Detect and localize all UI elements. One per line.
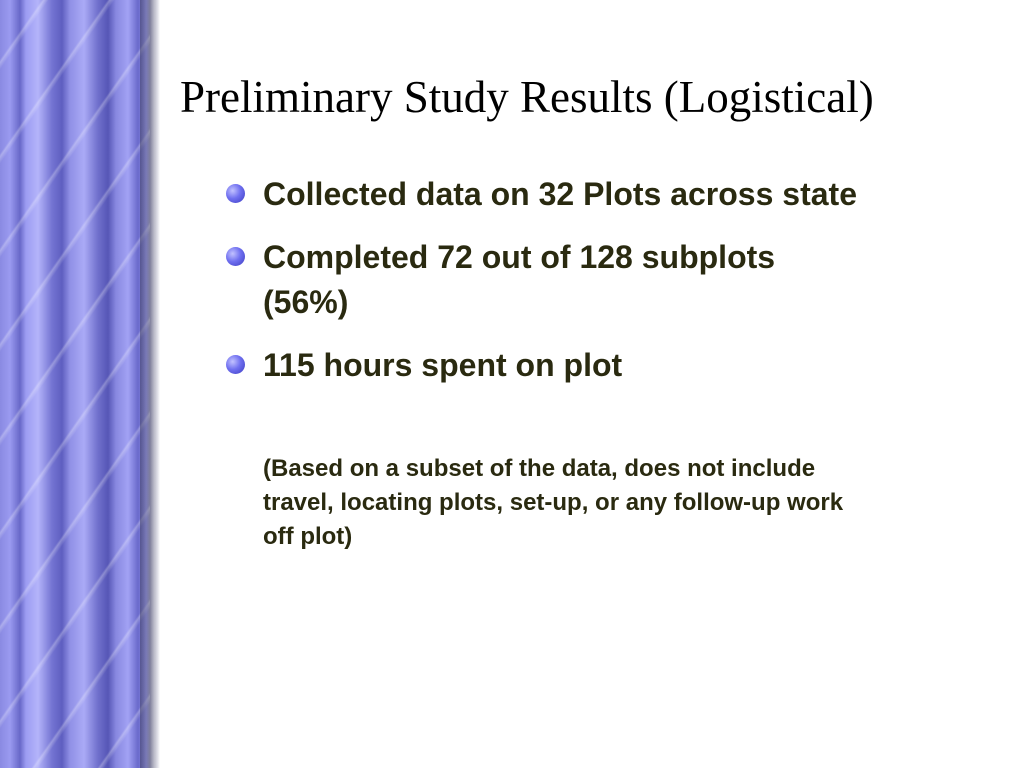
bullet-item-subplots xyxy=(226,235,866,325)
slide-title: Preliminary Study Results (Logistical) xyxy=(180,72,874,122)
bullet-item-hours xyxy=(226,343,866,388)
decorative-side-band xyxy=(0,0,160,768)
bullet-item-plots xyxy=(226,172,866,217)
bullet-dot-icon xyxy=(226,355,245,374)
bullet-list xyxy=(226,172,866,406)
bullet-dot-icon xyxy=(226,184,245,203)
footnote-text: (Based on a subset of the data, does not include travel, locating plots, set-up, or any follow-up work off plot) xyxy=(263,455,844,550)
bullet-dot-icon xyxy=(226,247,245,266)
bullet-text: 115 hours spent on plot xyxy=(263,347,623,383)
bullet-text: Completed 72 out of 128 subplots (56%) xyxy=(263,239,776,320)
bullet-text: Collected data on 32 Plots across state xyxy=(263,176,857,212)
